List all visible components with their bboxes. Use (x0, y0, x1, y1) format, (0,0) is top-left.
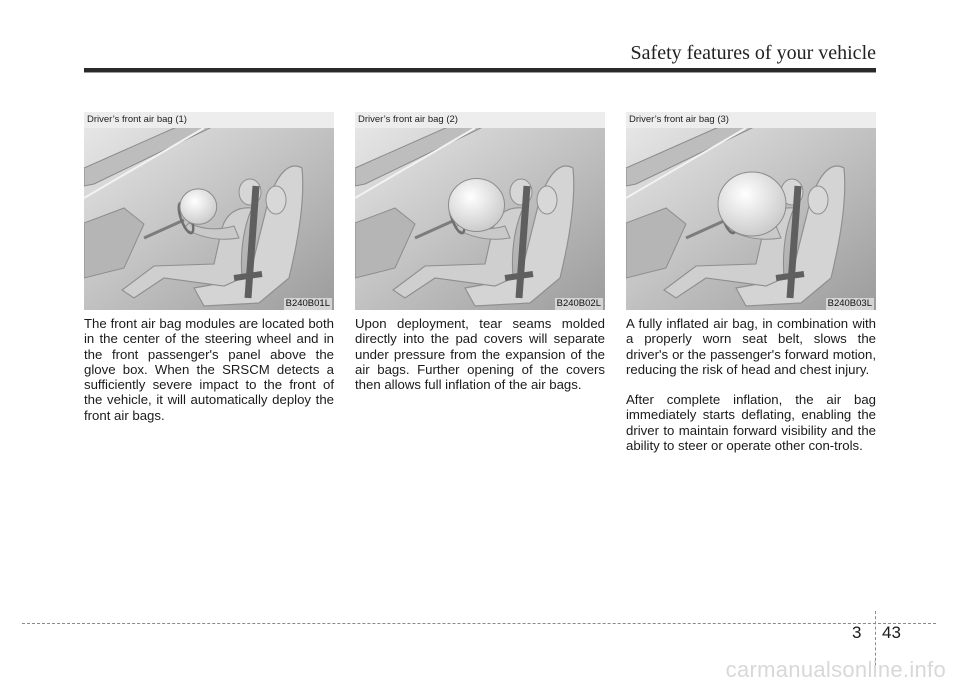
lap-belt (776, 274, 804, 278)
figure-code: B240B02L (556, 298, 601, 309)
figure-code: B240B01L (285, 298, 330, 309)
header-title: Safety features of your vehicle (630, 42, 876, 64)
lap-belt (505, 274, 533, 278)
text-column-2 (355, 316, 605, 407)
paragraph: The front air bag modules are located both in the center of the steering wheel and in the front passenger's panel above the glove box. When the SRSCM detects a sufficiently severe impact to the front of the vehicle, it will automatically deploy the front air bags. (84, 316, 334, 423)
site-watermark: carmanualsonline.info (725, 657, 946, 682)
headrest (537, 186, 557, 214)
text-column-3 (626, 316, 876, 468)
figure-caption: Driver’s front air bag (1) (84, 112, 334, 128)
airbag-illustration (355, 128, 605, 310)
figure-code: B240B03L (827, 298, 872, 309)
figure-caption: Driver’s front air bag (3) (626, 112, 876, 128)
lap-belt (234, 274, 262, 278)
paragraph: After complete inflation, the air bag immediately starts deflating, enabling the driver to maintain forward visibility and the ability to steer or operate other con-trols. (626, 392, 876, 454)
header-rule-light (84, 72, 876, 73)
figure-airbag-1 (84, 112, 334, 310)
airbag-illustration (626, 128, 876, 310)
airbag-illustration (84, 128, 334, 310)
headrest (266, 186, 286, 214)
page-number: 43 (882, 623, 901, 642)
airbag (718, 172, 786, 236)
paragraph: Upon deployment, tear seams molded directly into the pad covers will separate under pressure from the expansion of the air bags. Further opening of the covers then allows full inflation of the air bags. (355, 316, 605, 393)
figure-airbag-2 (355, 112, 605, 310)
headrest (808, 186, 828, 214)
airbag (449, 179, 505, 232)
figure-caption: Driver’s front air bag (2) (355, 112, 605, 128)
footer-dashed-rule (22, 623, 936, 624)
figure-airbag-3 (626, 112, 876, 310)
airbag (180, 189, 217, 224)
chapter-number: 3 (852, 623, 862, 642)
text-column-1 (84, 316, 334, 438)
paragraph: A fully inflated air bag, in combination with a properly worn seat belt, slows the driver's or the passenger's forward motion, reducing the risk of head and chest injury. (626, 316, 876, 377)
